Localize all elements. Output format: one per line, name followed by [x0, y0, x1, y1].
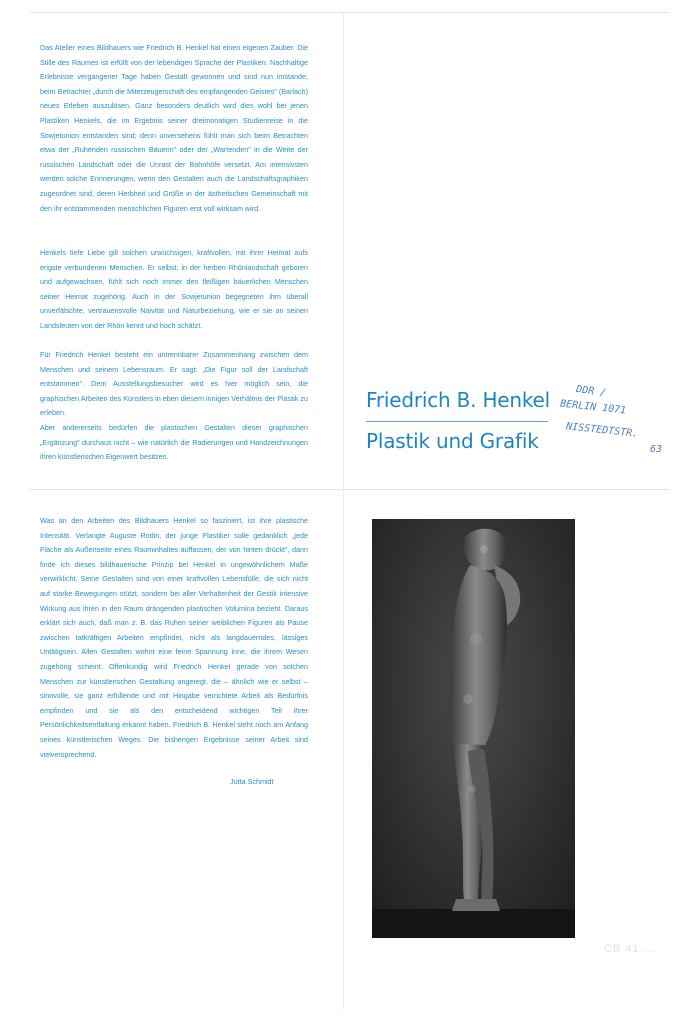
- fold-line-vertical-top: [343, 12, 344, 488]
- handwritten-address-line-4: 63: [650, 444, 663, 455]
- paragraph-zusammenhang: Für Friedrich Henkel besteht ein untrennbarer Zusammenhang zwischen dem Menschen und seinem Lebensraum. Er sagt: „Die Figur soll der Landschaft entstammen". Dem Ausstellungsbesucher wird es hier möglich sein, die graphischen Arbeiten des Künstlers in eben diesem innigen Verhältnis der Plastik zu erleben.: [40, 350, 308, 418]
- paragraph-intensitaet: Was an den Arbeiten des Bildhauers Henkel so fasziniert, ist ihre plastische Intensität. Verlangte Auguste Rodin, der junge Plastiker solle gedanklich „jede Fläche als Außenseite eines Rauminhaltes auffassen, der von hinten drückt", dann finde ich dieses bildhauerische Prinzip bei Henkel in ungewöhnlichem Maße verwirklicht. Seine Gestalten sind von einer kraftvollen Lebensfülle, die sich nicht auf starke Bewegungen stützt, sondern bei aller Verhaltenheit der Gestik intensive Wirkung aus ihren in den Raum drängenden plastischen Volumina bezieht. Daraus erklärt sich auch, daß man z. B. das Ruhen seiner weiblichen Figuren als Pause zwischen tatkräftigen Arbeiten empfindet, nicht als langdauerndes, lässiges Untätigsein. Allen Gestalten wohnt eine feine Spannung inne, die ihrem Wesen zugehörig scheint. Offenkundig wird Friedrich Henkel gerade von solchen Menschen zur künstlerischen Gestaltung angeregt, die – ähnlich wie er selbst – sinnvolle, sie ganz erfüllende und mit Hingabe verrichtete Arbeit als Bedürfnis empfinden und sie als den entscheidend wichtigen Teil ihrer Persönlichkeitsentfaltung erkannt haben. Friedrich B. Henkel steht noch am Anfang seines künstlerischen Weges. Die bisherigen Ergebnisse seiner Arbeit sind vielversprechend.: [40, 516, 308, 759]
- title-artist-name: Friedrich B. Henkel: [366, 388, 551, 412]
- paragraph-ergaenzung: Aber andererseits bedürfen die plastischen Gestalten dieser graphischen „Ergänzung" durchaus nicht – wie natürlich die Radierungen und Handzeichnungen ihren künstlerischen Eigenwert besitzen.: [40, 423, 308, 462]
- author-signature: Jutta Schmidt: [230, 777, 274, 786]
- paragraph-liebe: Henkels tiefe Liebe gilt solchen urwüchsigen, kraftvollen, mit ihrer Heimat aufs engste verbundenen Menschen. Er selbst, in der herben Rhönlandschaft geboren und aufgewachsen, fühlt sich noch immer den fleißigen bäuerlichen Menschen seiner Heimat zugehörig. Auch in der Sowjetunion begegneten ihm überall unverfälschte, vertrauensvolle Naivität und Naturbeziehung, wie er sie an seinen Landsleuten von der Rhön kennt und hoch schätzt.: [40, 248, 308, 330]
- handwritten-address-line-3: NISSTEDTSTR.: [565, 421, 639, 440]
- title-divider: [366, 421, 548, 422]
- handwritten-address-line-1: DDR /: [575, 383, 607, 400]
- fold-line-middle: [30, 489, 670, 490]
- sculpture-photo: [372, 519, 575, 938]
- fold-line-top: [30, 12, 670, 13]
- title-subtitle: Plastik und Grafik: [366, 429, 539, 453]
- paragraph-atelier: Das Atelier eines Bildhauers wie Friedrich B. Henkel hat einen eigenen Zauber. Die Stille des Raumes ist erfüllt von der lebendigen Sprache der Plastiken. Nachhaltige Erlebnisse vergangener Tage haben Gestalt gewonnen und sind nun imstande, beim Betrachter „durch die Miterzeugerschaft des empfangenden Geistes" (Barlach) neues Erleben auszulösen. Ganz besonders deutlich wird dies wohl bei jenen Plastiken Henkels, die im Ergebnis seiner dreimonatigen Studienreise in die Sowjetunion entstanden sind; denn unversehens fühlt man sich beim Betrachten etwa der „Ruhenden russischen Bäuerin" oder der „Wartenden" in die Weite der russischen Landschaft oder die Unrast der Bahnhöfe versetzt. Am intensivsten werden solche Erinnerungen, wenn den Gestalten auch die Landschaftsgraphiken zugeordnet sind, deren Herbheit und Größe in der ästhetischen Gemeinschaft mit den ihr entstammenden menschlichen Figuren erst voll wirksam wird.: [40, 43, 308, 213]
- faint-stamp: CB 41 ...: [604, 943, 656, 955]
- sculpture-figure-illustration: [372, 519, 575, 938]
- fold-line-vertical-bottom: [343, 490, 344, 1010]
- handwritten-address-line-2: BERLIN 1071: [559, 398, 627, 417]
